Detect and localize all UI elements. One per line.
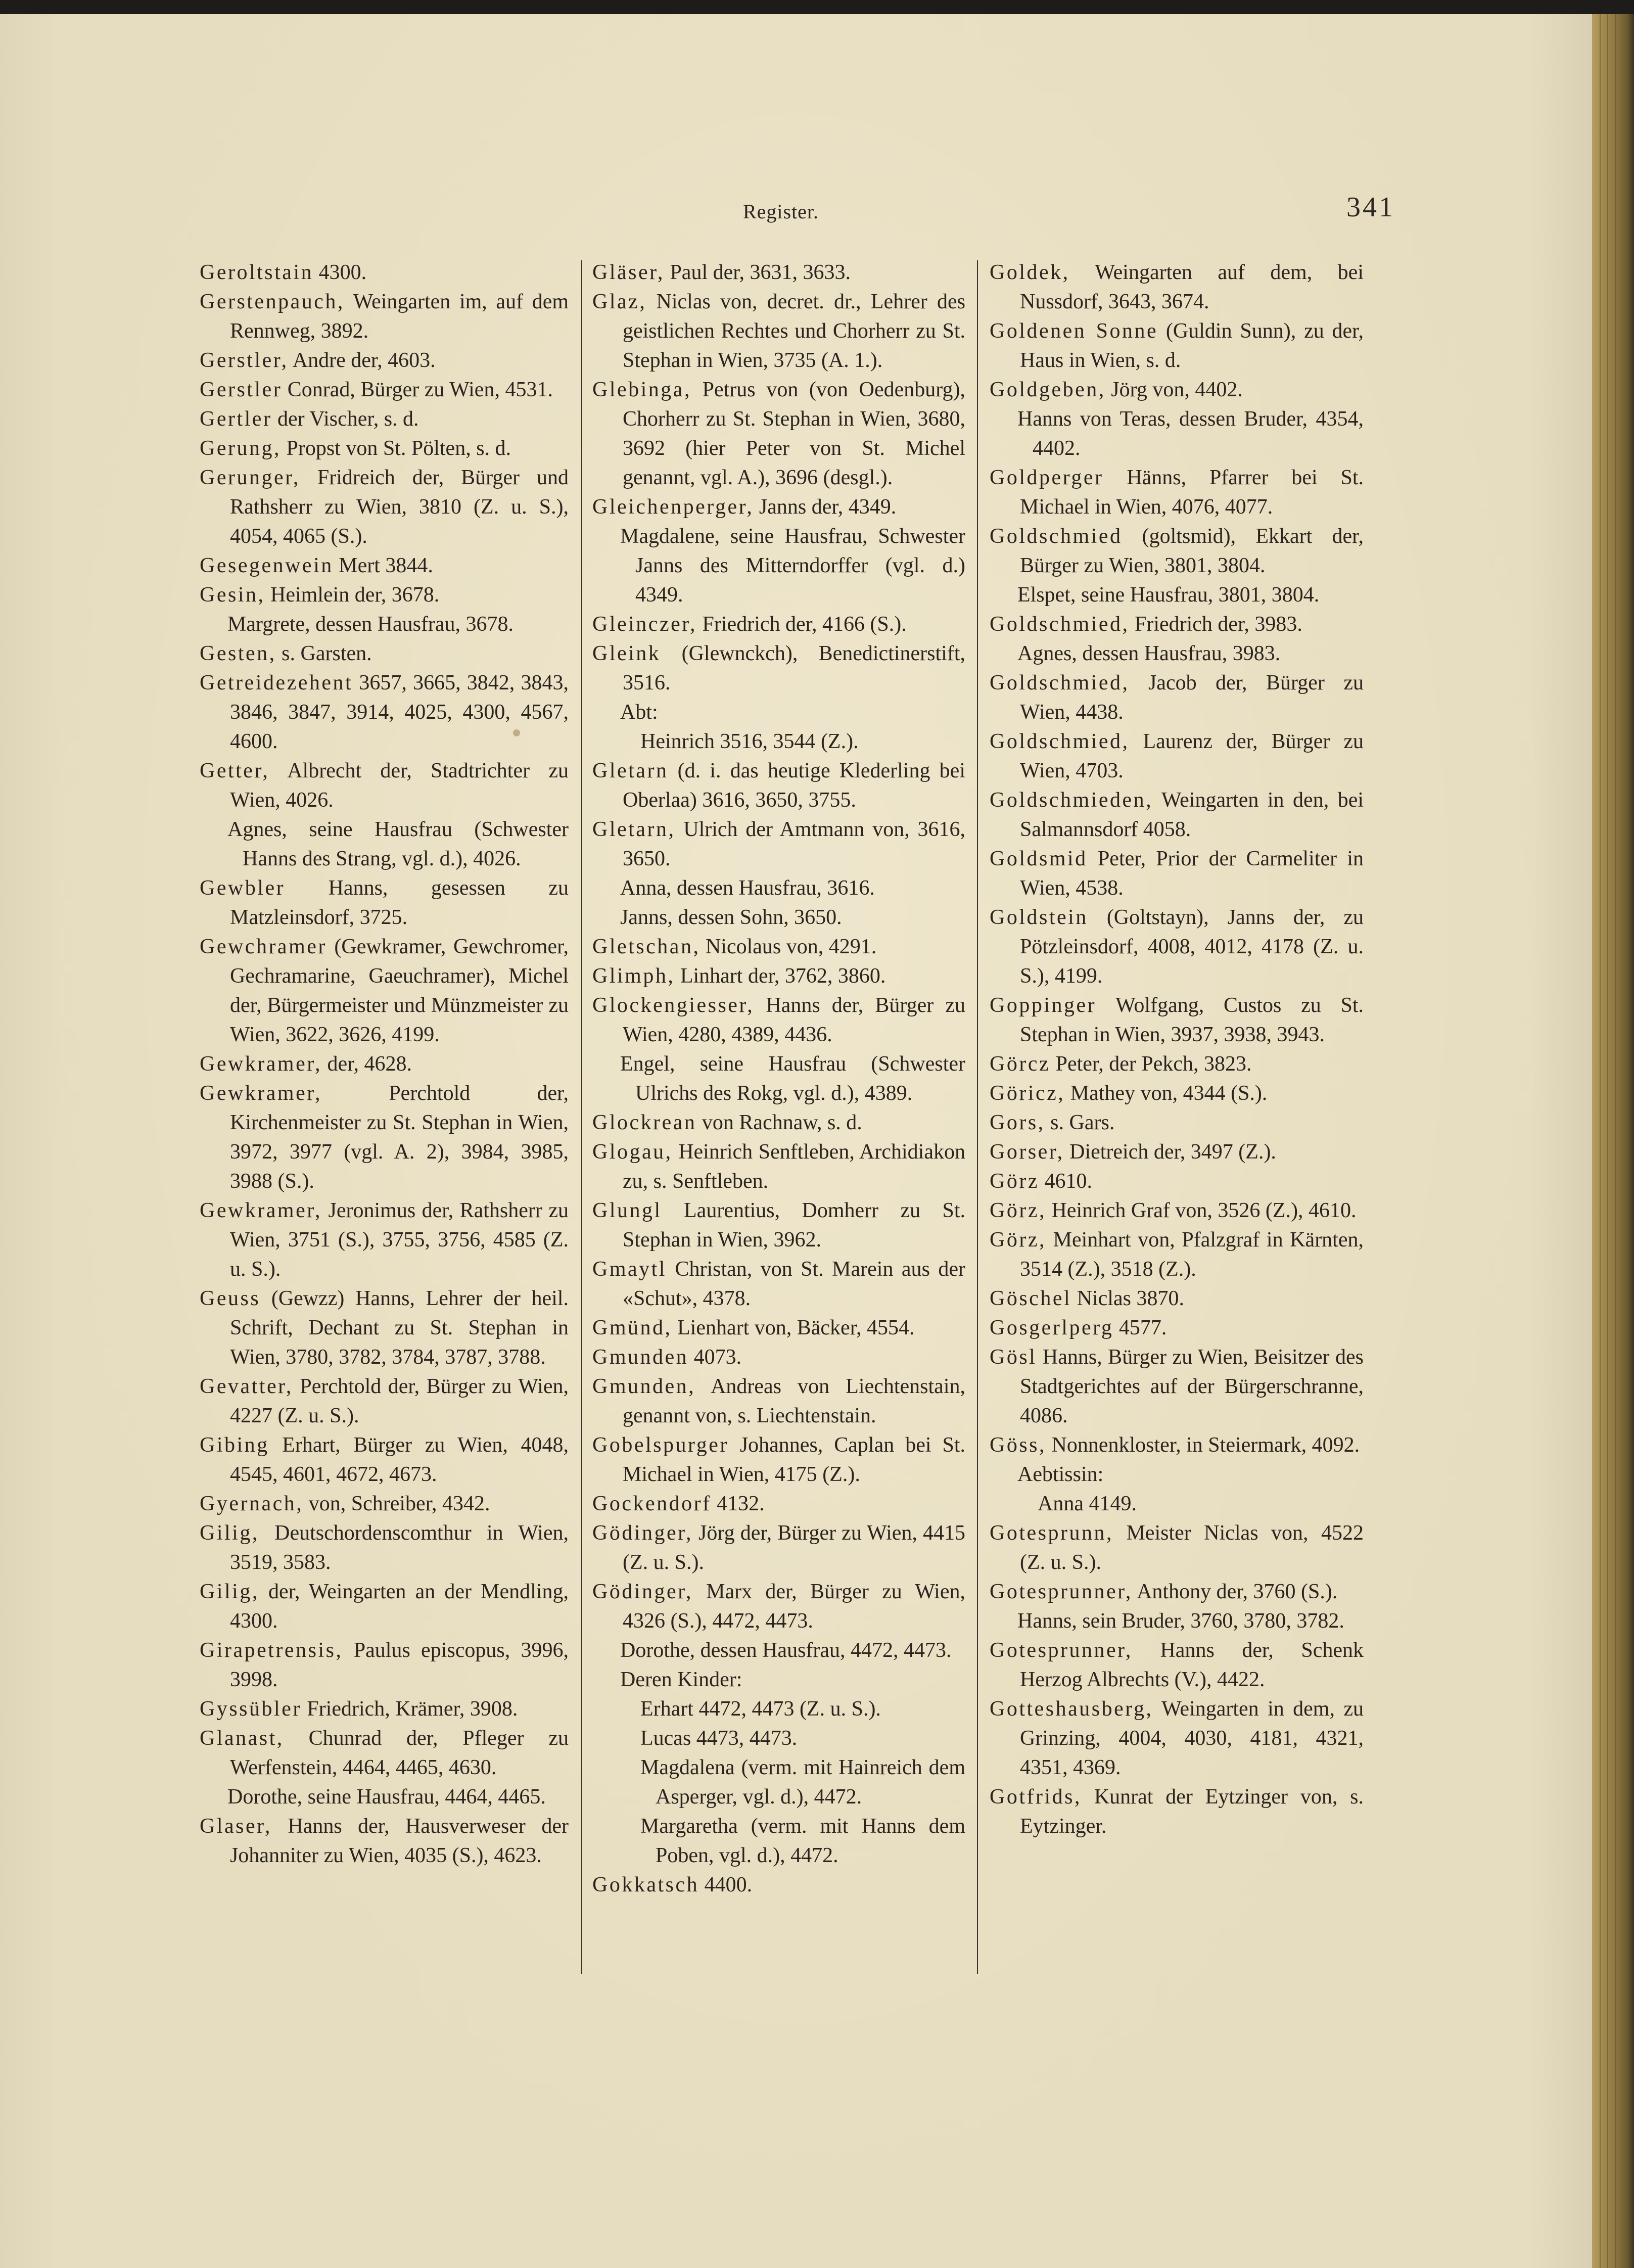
entry-text: Chunrad der, Pfleger zu Werfenstein, 4464, 4465, 4630.	[230, 1727, 569, 1779]
entry-text: Jörg von, 4402.	[1105, 378, 1243, 401]
entry-text: Ulrich der Amtmann von, 3616, 3650.	[623, 818, 965, 870]
entry-heading: Gödinger,	[592, 1521, 693, 1545]
entry-heading: Getter,	[200, 759, 270, 782]
index-subentry: Hanns von Teras, dessen Bruder, 4354, 4402.	[1017, 407, 1364, 460]
entry-heading: Gleichenperger,	[592, 495, 754, 519]
entry-text: 4073.	[688, 1346, 742, 1369]
entry-text: Propst von St. Pölten, s. d.	[281, 437, 511, 460]
entry-text: Marx der, Bürger zu Wien, 4326 (S.), 4472, 4473.	[623, 1580, 965, 1633]
entry-text: Meinhart von, Pfalzgraf in Kärnten, 3514 (Z.), 3518 (Z.).	[1020, 1228, 1364, 1281]
entry-text: (Goltstayn), Janns der, zu Pötzleinsdorf, 4008, 4012, 4178 (Z. u. S.), 4199.	[1020, 906, 1364, 988]
entry-heading: Glaser,	[200, 1815, 272, 1838]
index-entry	[200, 1372, 569, 1430]
entry-text: Friedrich der, 3983.	[1129, 613, 1302, 636]
entry-heading: Goldschmied,	[990, 671, 1130, 695]
index-subentry: Deren Kinder:	[620, 1668, 742, 1691]
entry-text: 4132.	[711, 1492, 765, 1515]
index-subsubentry: Magdalena (verm. mit Hainreich dem Asperger, vgl. d.), 4472.	[640, 1756, 965, 1809]
index-entry	[200, 1694, 569, 1724]
entry-heading: Geroltstain	[200, 261, 314, 284]
page-edge-line	[1615, 14, 1616, 2268]
entry-heading: Goldschmied,	[990, 730, 1130, 753]
page-edge-line	[1600, 14, 1601, 2268]
entry-heading: Goldsmid	[990, 847, 1088, 870]
index-entry	[990, 668, 1364, 727]
entry-text: der Vischer, s. d.	[272, 407, 419, 431]
entry-text: Johannes, Caplan bei St. Michael in Wien, 4175 (Z.).	[623, 1433, 965, 1486]
entry-text: von Rachnaw, s. d.	[696, 1111, 862, 1134]
index-entry	[200, 932, 569, 1049]
index-entry	[592, 1518, 965, 1577]
index-entry	[990, 1049, 1364, 1079]
entry-text: Weingarten in den, bei Salmannsdorf 4058.	[1020, 789, 1364, 841]
index-entry	[592, 1577, 965, 1636]
entry-text: Heinrich Graf von, 3526 (Z.), 4610.	[1046, 1199, 1357, 1222]
entry-heading: Glockrean	[592, 1111, 697, 1134]
entry-heading: Girapetrensis,	[200, 1639, 343, 1662]
entry-heading: Gerunger,	[200, 466, 300, 489]
entry-heading: Gilig,	[200, 1521, 259, 1545]
entry-text: Peter, Prior der Carmeliter in Wien, 4538.	[1020, 847, 1364, 900]
index-entry	[990, 1636, 1364, 1694]
entry-heading: Gorser,	[990, 1140, 1064, 1164]
entry-heading: Gewkramer,	[200, 1082, 322, 1105]
entry-text: Deutschordenscomthur in Wien, 3519, 3583.	[230, 1521, 569, 1574]
entry-text: Christan, von St. Marein aus der «Schut», 4378.	[623, 1258, 965, 1310]
entry-heading: Görz	[990, 1170, 1039, 1193]
entry-heading: Gotesprunner,	[990, 1639, 1133, 1662]
index-entry	[592, 287, 965, 375]
entry-heading: Gletarn	[592, 759, 669, 782]
entry-heading: Geuss	[200, 1287, 261, 1310]
entry-text: Perchtold der, Kirchenmeister zu St. Stephan in Wien, 3972, 3977 (vgl. A. 2), 3984, 3985, 3988 (S.).	[230, 1082, 569, 1193]
entry-text: Weingarten in dem, zu Grinzing, 4004, 4030, 4181, 4321, 4351, 4369.	[1020, 1697, 1364, 1779]
entry-text: Nonnenkloster, in Steiermark, 4092.	[1046, 1433, 1360, 1457]
entry-text: Erhart, Bürger zu Wien, 4048, 4545, 4601, 4672, 4673.	[230, 1433, 569, 1486]
entry-heading: Glockengiesser,	[592, 994, 755, 1017]
entry-text: 4577.	[1113, 1316, 1167, 1339]
index-column-3	[990, 258, 1364, 1841]
index-entry	[592, 1870, 965, 1900]
entry-heading: Goldschmied,	[990, 613, 1130, 636]
entry-text: Meister Niclas von, 4522 (Z. u. S.).	[1020, 1521, 1364, 1574]
entry-text: Mathey von, 4344 (S.).	[1065, 1082, 1268, 1105]
index-subsubentry: Margaretha (verm. mit Hanns dem Poben, vgl. d.), 4472.	[640, 1815, 965, 1867]
entry-text: 4400.	[699, 1873, 753, 1896]
entry-heading: Gockendorf	[592, 1492, 712, 1515]
index-entry	[200, 404, 569, 434]
entry-heading: Goldek,	[990, 261, 1070, 284]
entry-heading: Goldschmieden,	[990, 789, 1153, 812]
index-entry	[990, 991, 1364, 1049]
entry-heading: Göss,	[990, 1433, 1047, 1457]
entry-text: Wolfgang, Custos zu St. Stephan in Wien, 3937, 3938, 3943.	[1020, 994, 1364, 1046]
index-entry	[200, 1812, 569, 1870]
entry-text: Hanns, Bürger zu Wien, Beisitzer des Stadtgerichtes auf der Bürgerschranne, 4086.	[1020, 1346, 1364, 1427]
entry-text: Hänns, Pfarrer bei St. Michael in Wien, 4076, 4077.	[1020, 466, 1364, 519]
index-entry	[200, 1489, 569, 1518]
entry-text: Lienhart von, Bäcker, 4554.	[672, 1316, 915, 1339]
entry-text: Mert 3844.	[333, 554, 433, 577]
index-subsubentry: Anna 4149.	[1038, 1492, 1137, 1515]
page-edge-line	[1607, 14, 1608, 2268]
entry-text: Paul der, 3631, 3633.	[664, 261, 851, 284]
index-entry	[592, 756, 965, 815]
entry-text: Weingarten im, auf dem Rennweg, 3892.	[230, 290, 569, 343]
index-subentry: Anna, dessen Hausfrau, 3616.	[620, 876, 875, 900]
entry-heading: Gerstler,	[200, 349, 289, 372]
index-entry	[200, 668, 569, 756]
index-entry	[200, 346, 569, 375]
index-entry	[990, 1694, 1364, 1782]
index-entry	[990, 1079, 1364, 1108]
entry-text: 4300.	[313, 261, 367, 284]
index-entry	[200, 1284, 569, 1372]
index-entry	[990, 1782, 1364, 1841]
entry-text: s. Gars.	[1045, 1111, 1115, 1134]
entry-text: Hanns der, Bürger zu Wien, 4280, 4389, 4436.	[623, 994, 965, 1046]
index-entry	[592, 1372, 965, 1430]
entry-text: Friedrich, Krämer, 3908.	[301, 1697, 518, 1721]
entry-text: Jeronimus der, Rathsherr zu Wien, 3751 (S.), 3755, 3756, 4585 (Z. u. S.).	[230, 1199, 569, 1281]
index-subentry: Dorothe, dessen Hausfrau, 4472, 4473.	[620, 1639, 952, 1662]
index-entry	[200, 287, 569, 346]
entry-heading: Glogau,	[592, 1140, 673, 1164]
index-entry	[200, 1079, 569, 1196]
entry-heading: Glimph,	[592, 964, 675, 988]
index-entry	[990, 316, 1364, 375]
page-number: 341	[1346, 192, 1395, 223]
entry-heading: Görcz	[990, 1052, 1051, 1076]
index-subentry: Dorothe, seine Hausfrau, 4464, 4465.	[227, 1785, 546, 1809]
index-subsubentry: Erhart 4472, 4473 (Z. u. S.).	[640, 1697, 881, 1721]
entry-text: Jacob der, Bürger zu Wien, 4438.	[1020, 671, 1364, 724]
entry-text: Laurentius, Domherr zu St. Stephan in Wien, 3962.	[623, 1199, 965, 1252]
entry-text: der, Weingarten an der Mendling, 4300.	[230, 1580, 569, 1633]
index-entry	[990, 375, 1364, 404]
index-entry	[990, 1108, 1364, 1137]
index-entry	[200, 580, 569, 610]
entry-text: (Glewnckch), Benedictinerstift, 3516.	[623, 642, 965, 695]
entry-heading: Gesten,	[200, 642, 276, 665]
index-entry	[990, 1284, 1364, 1313]
index-entry	[592, 258, 965, 287]
index-entry	[990, 463, 1364, 522]
index-entry	[200, 756, 569, 815]
entry-heading: Gesin,	[200, 583, 265, 607]
index-entry	[592, 1343, 965, 1372]
index-entry	[200, 375, 569, 404]
entry-text: Heinrich Senftleben, Archidiakon zu, s. Senftleben.	[623, 1140, 965, 1193]
entry-text: Andreas von Liechtenstain, genannt von, s. Liechtenstain.	[623, 1375, 965, 1427]
entry-text: Hanns der, Hausverweser der Johanniter zu Wien, 4035 (S.), 4623.	[230, 1815, 569, 1867]
index-column-2	[592, 258, 965, 1900]
index-entry	[200, 873, 569, 932]
entry-heading: Gleink	[592, 642, 661, 665]
entry-heading: Goldperger	[990, 466, 1104, 489]
entry-text: Dietreich der, 3497 (Z.).	[1064, 1140, 1276, 1164]
entry-text: Fridreich der, Bürger und Rathsherr zu Wien, 3810 (Z. u. S.), 4054, 4065 (S.).	[230, 466, 569, 548]
entry-heading: Göschel	[990, 1287, 1072, 1310]
entry-heading: Gewkramer,	[200, 1052, 322, 1076]
entry-heading: Gmaytl	[592, 1258, 667, 1281]
index-entry	[990, 727, 1364, 785]
entry-heading: Glaz,	[592, 290, 647, 313]
index-subentry: Agnes, dessen Hausfrau, 3983.	[1017, 642, 1281, 665]
entry-heading: Gmunden,	[592, 1375, 696, 1398]
entry-heading: Goppinger	[990, 994, 1097, 1017]
index-entry	[990, 1577, 1364, 1606]
index-entry	[200, 551, 569, 580]
entry-heading: Gibing	[200, 1433, 269, 1457]
entry-heading: Görz,	[990, 1228, 1046, 1252]
index-entry	[592, 1108, 965, 1137]
entry-heading: Gilig,	[200, 1580, 259, 1603]
entry-text: Hanns der, Schenk Herzog Albrechts (V.), 4422.	[1020, 1639, 1364, 1691]
entry-text: (Gewkramer, Gewchromer, Gechramarine, Gaeuchramer), Michel der, Bürgermeister und Münzmeister zu Wien, 3622, 3626, 4199.	[230, 935, 569, 1046]
entry-text: Niclas von, decret. dr., Lehrer des geistlichen Rechtes und Chorherr zu St. Stephan in Wien, 3735 (A. 1.).	[623, 290, 965, 372]
index-entry	[990, 1225, 1364, 1284]
entry-text: Janns der, 4349.	[754, 495, 897, 519]
entry-heading: Gyssübler	[200, 1697, 302, 1721]
entry-text: 3657, 3665, 3842, 3843, 3846, 3847, 3914, 4025, 4300, 4567, 4600.	[230, 671, 569, 753]
entry-heading: Gmünd,	[592, 1316, 672, 1339]
entry-heading: Gewbler	[200, 876, 286, 900]
index-subentry: Janns, dessen Sohn, 3650.	[620, 906, 842, 929]
entry-heading: Gotfrids,	[990, 1785, 1082, 1809]
entry-heading: Getreidezehent	[200, 671, 353, 695]
entry-heading: Gors,	[990, 1111, 1045, 1134]
entry-heading: Gödinger,	[592, 1580, 693, 1603]
entry-text: (Gewzz) Hanns, Lehrer der heil. Schrift, Dechant zu St. Stephan in Wien, 3780, 3782, 3784, 3787, 3788.	[230, 1287, 569, 1369]
index-entry	[592, 1313, 965, 1343]
index-entry	[990, 1313, 1364, 1343]
running-head: Register.	[742, 200, 819, 223]
index-entry	[592, 991, 965, 1049]
book-page-edge	[1592, 14, 1634, 2268]
entry-text: Jörg der, Bürger zu Wien, 4415 (Z. u. S.).	[623, 1521, 965, 1574]
entry-text: Niclas 3870.	[1071, 1287, 1184, 1310]
index-entry	[592, 961, 965, 991]
entry-heading: Goldenen Sonne	[990, 319, 1158, 343]
index-entry	[200, 1724, 569, 1782]
entry-heading: Gotesprunn,	[990, 1521, 1113, 1545]
entry-heading: Glanast,	[200, 1727, 284, 1750]
entry-text: Peter, der Pekch, 3823.	[1050, 1052, 1252, 1076]
entry-text: (goltsmid), Ekkart der, Bürger zu Wien, 3801, 3804.	[1020, 525, 1364, 577]
entry-text: Laurenz der, Bürger zu Wien, 4703.	[1020, 730, 1364, 782]
index-entry	[592, 375, 965, 492]
entry-heading: Gläser,	[592, 261, 665, 284]
entry-heading: Gletschan,	[592, 935, 701, 958]
entry-text: Andre der, 4603.	[288, 349, 436, 372]
entry-text: Heimlein der, 3678.	[265, 583, 440, 607]
index-subentry: Abt:	[620, 701, 658, 724]
entry-heading: Gyernach,	[200, 1492, 304, 1515]
entry-text: Albrecht der, Stadtrichter zu Wien, 4026.	[230, 759, 569, 812]
index-entry	[592, 1489, 965, 1518]
entry-heading: Gobelspurger	[592, 1433, 729, 1457]
entry-text: (Guldin Sunn), zu der, Haus in Wien, s. d.	[1020, 319, 1364, 372]
entry-text: Hanns, gesessen zu Matzleinsdorf, 3725.	[230, 876, 569, 929]
index-entry	[200, 1577, 569, 1636]
index-entry	[990, 1518, 1364, 1577]
entry-heading: Gotesprunner,	[990, 1580, 1133, 1603]
entry-heading: Gleinczer,	[592, 613, 697, 636]
index-entry	[592, 815, 965, 873]
column-rule	[977, 260, 978, 1974]
index-entry	[200, 463, 569, 551]
entry-heading: Gmunden	[592, 1346, 689, 1369]
index-entry	[990, 610, 1364, 639]
entry-text: Nicolaus von, 4291.	[700, 935, 877, 958]
entry-text: der, 4628.	[322, 1052, 412, 1076]
entry-text: s. Garsten.	[276, 642, 372, 665]
entry-text: Anthony der, 3760 (S.).	[1132, 1580, 1338, 1603]
entry-text: Conrad, Bürger zu Wien, 4531.	[282, 378, 553, 401]
entry-heading: Gesegenwein	[200, 554, 334, 577]
index-entry	[200, 1049, 569, 1079]
entry-heading: Görz,	[990, 1199, 1046, 1222]
index-entry	[592, 1255, 965, 1313]
index-entry	[200, 1430, 569, 1489]
entry-heading: Glebinga,	[592, 378, 691, 401]
index-entry	[592, 1137, 965, 1196]
entry-text: Petrus von (von Oedenburg), Chorherr zu St. Stephan in Wien, 3680, 3692 (hier Peter von St. Michel genannt, vgl. A.), 3696 (desgl.).	[623, 378, 965, 489]
index-entry	[200, 1636, 569, 1694]
index-entry	[592, 492, 965, 522]
index-entry	[990, 903, 1364, 991]
index-entry	[200, 434, 569, 463]
index-subentry: Hanns, sein Bruder, 3760, 3780, 3782.	[1017, 1609, 1344, 1633]
entry-text: Friedrich der, 4166 (S.).	[697, 613, 907, 636]
index-entry	[990, 1430, 1364, 1460]
entry-heading: Gertler	[200, 407, 272, 431]
entry-text: von, Schreiber, 4342.	[303, 1492, 490, 1515]
entry-heading: Gewkramer,	[200, 1199, 322, 1222]
column-rule	[581, 260, 582, 1974]
index-subentry: Agnes, seine Hausfrau (Schwester Hanns des Strang, vgl. d.), 4026.	[227, 818, 569, 870]
entry-text: (d. i. das heutige Klederling bei Oberlaa) 3616, 3650, 3755.	[623, 759, 965, 812]
index-entry	[990, 1137, 1364, 1167]
index-entry	[990, 844, 1364, 903]
entry-heading: Gokkatsch	[592, 1873, 699, 1896]
index-entry	[592, 1430, 965, 1489]
index-subsubentry: Lucas 4473, 4473.	[640, 1727, 798, 1750]
entry-heading: Gerung,	[200, 437, 281, 460]
entry-text: Linhart der, 3762, 3860.	[675, 964, 886, 988]
entry-text: Weingarten auf dem, bei Nussdorf, 3643, 3674.	[1020, 261, 1364, 313]
index-subentry: Aebtissin:	[1017, 1463, 1104, 1486]
entry-text: Kunrat der Eytzinger von, s. Eytzinger.	[1020, 1785, 1364, 1838]
entry-heading: Gerstenpauch,	[200, 290, 345, 313]
entry-heading: Gevatter,	[200, 1375, 293, 1398]
index-column-1	[200, 258, 569, 1870]
index-entry	[592, 639, 965, 698]
index-entry	[592, 1196, 965, 1255]
index-entry	[990, 1167, 1364, 1196]
entry-heading: Goldgeben,	[990, 378, 1106, 401]
index-entry	[990, 785, 1364, 844]
index-subentry: Magdalene, seine Hausfrau, Schwester Janns des Mitterndorffer (vgl. d.) 4349.	[620, 525, 965, 607]
entry-text: Paulus episcopus, 3996, 3998.	[230, 1639, 569, 1691]
index-entry	[990, 1343, 1364, 1430]
entry-heading: Goldschmied	[990, 525, 1123, 548]
index-subentry: Engel, seine Hausfrau (Schwester Ulrichs des Rokg, vgl. d.), 4389.	[620, 1052, 965, 1105]
entry-heading: Gotteshausberg,	[990, 1697, 1153, 1721]
index-subsubentry: Heinrich 3516, 3544 (Z.).	[640, 730, 859, 753]
index-subentry: Margrete, dessen Hausfrau, 3678.	[227, 613, 514, 636]
entry-heading: Gewchramer	[200, 935, 327, 958]
entry-heading: Gerstler	[200, 378, 283, 401]
index-entry	[200, 258, 569, 287]
entry-heading: Göricz,	[990, 1082, 1065, 1105]
index-entry	[990, 1196, 1364, 1225]
index-entry	[200, 1196, 569, 1284]
entry-heading: Goldstein	[990, 906, 1088, 929]
entry-text: 4610.	[1039, 1170, 1092, 1193]
entry-heading: Glungl	[592, 1199, 662, 1222]
index-entry	[990, 522, 1364, 580]
index-entry	[200, 639, 569, 668]
index-entry	[592, 932, 965, 961]
entry-heading: Gosgerlperg	[990, 1316, 1114, 1339]
entry-text: Perchtold der, Bürger zu Wien, 4227 (Z. u. S.).	[230, 1375, 569, 1427]
index-subentry: Elspet, seine Hausfrau, 3801, 3804.	[1017, 583, 1320, 607]
entry-heading: Gösl	[990, 1346, 1037, 1369]
index-entry	[990, 258, 1364, 316]
index-entry	[592, 610, 965, 639]
index-entry	[200, 1518, 569, 1577]
entry-heading: Gletarn,	[592, 818, 676, 841]
